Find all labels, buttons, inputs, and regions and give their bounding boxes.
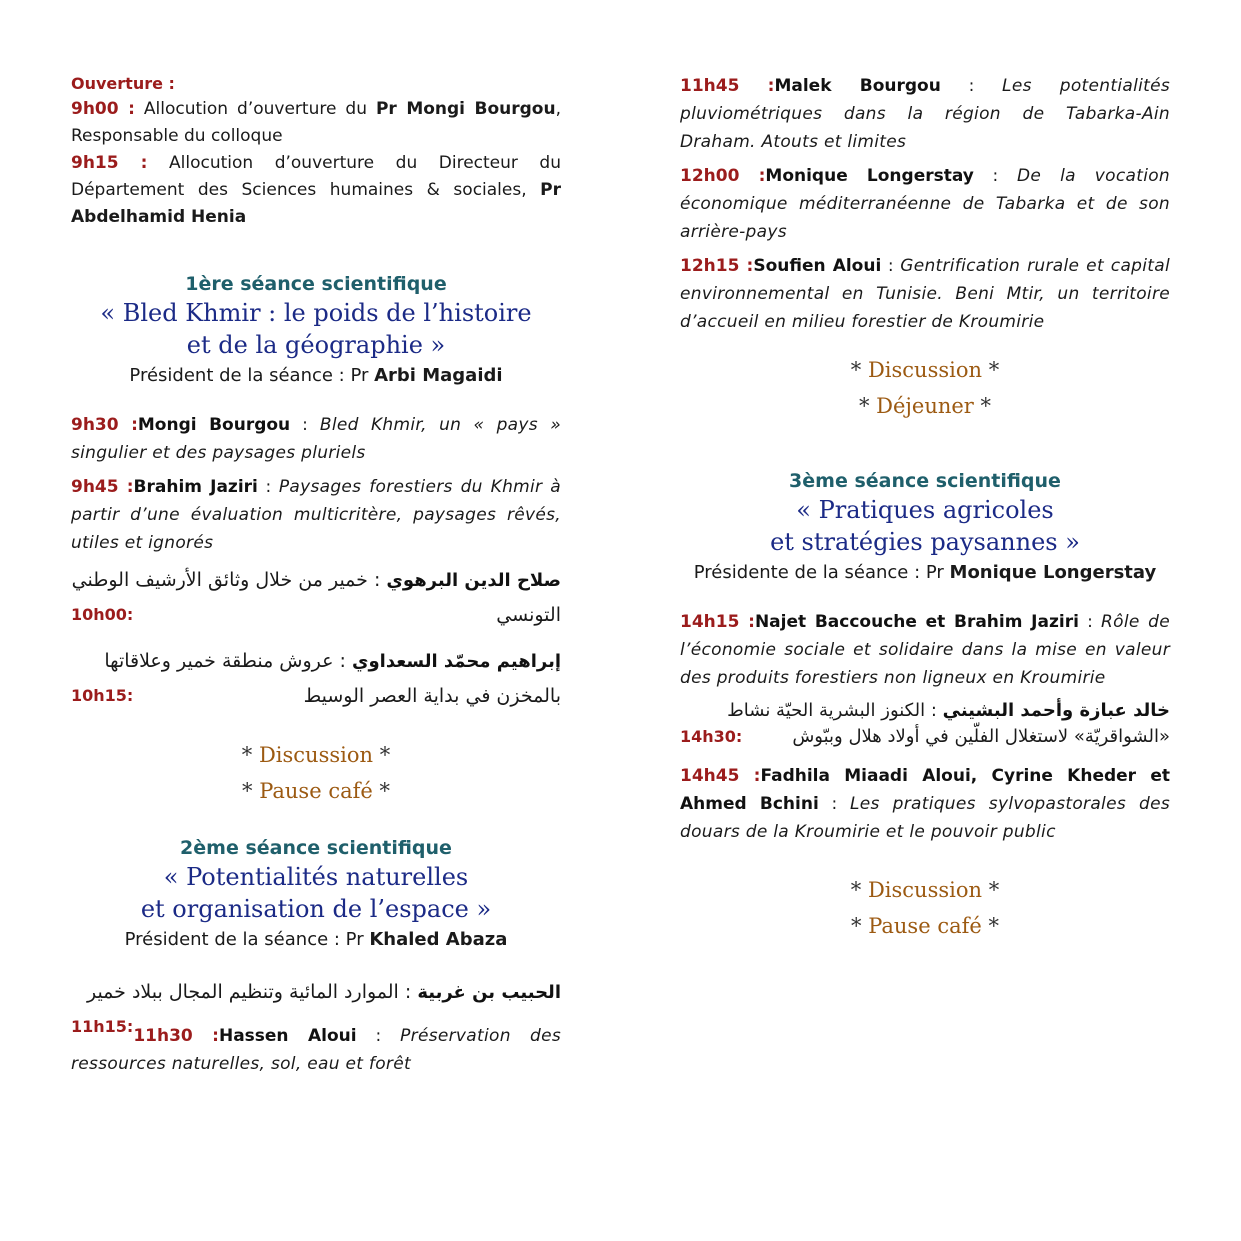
left-column — [71, 72, 561, 1084]
session-2-president — [71, 927, 561, 953]
talk-time: 10h00: — [71, 605, 134, 624]
talk-time: 11h15: — [71, 1017, 134, 1036]
session-1-number: 1ère séance scientifique — [185, 273, 447, 295]
session-3-header — [680, 468, 1170, 586]
opening-time: 9h15 : — [71, 153, 148, 173]
talk-speaker: الحبيب بن غربية — [417, 982, 561, 1003]
talk-time: 11h30 : — [133, 1026, 219, 1046]
talk-item: 12h00 :Monique Longerstay : De la vocation économique méditerranéenne de Tabarka et de son arrière-pays — [680, 166, 1170, 242]
talk-item: 9h45 :Brahim Jaziri : Paysages forestiers du Khmir à partir d’une évaluation multicritère, paysages rêvés, utiles et ignorés — [71, 477, 561, 553]
session-2-talks-left — [71, 975, 561, 1078]
opening-item — [71, 150, 561, 231]
talk-title: الكنوز البشرية الحيّة نشاط «الشواقريّة» لاستغلال الفلّين في أولاد هلال وببّوش — [727, 700, 1170, 747]
talk-item: 12h15 :Soufien Aloui : Gentrification rurale et capital environnemental en Tunisie. Beni Mtir, un territoire d’accueil en milieu forestier de Kroumirie — [680, 256, 1170, 332]
session-2-title-line1: « Potentialités naturelles — [163, 863, 469, 891]
talk-title: De la vocation économique méditerranéenne de Tabarka et de son arrière-pays — [680, 166, 1170, 242]
session-1-header — [71, 271, 561, 389]
talk-title: Préservation des ressources naturelles, sol, eau et forêt — [71, 1026, 561, 1074]
talk-speaker: إبراهيم محمّد السعداوي — [351, 651, 561, 672]
star-icon: * — [850, 358, 862, 382]
president-label: Président de la séance : Pr — [124, 929, 370, 950]
talk-time: 14h30: — [680, 727, 743, 746]
star-icon: * — [988, 358, 1000, 382]
talk-title: عروش منطقة خمير وعلاقاتها بالمخزن في بداية العصر الوسيط — [104, 650, 561, 707]
star-icon: * — [850, 878, 862, 902]
session-3-title-line2: et stratégies paysannes » — [770, 528, 1080, 556]
star-icon: * — [379, 743, 391, 767]
session-2-number: 2ème séance scientifique — [180, 837, 452, 859]
talk-time: 14h45 : — [680, 766, 761, 786]
session-1-title-line2: et de la géographie » — [186, 331, 446, 359]
talk-speaker: Hassen Aloui — [218, 1026, 357, 1046]
opening-name: Pr Mongi Bourgou — [375, 99, 556, 119]
star-icon: * — [988, 878, 1000, 902]
talk-speaker: Malek Bourgou — [774, 76, 941, 96]
session-2-header — [71, 835, 561, 953]
opening-label: Ouverture : — [71, 74, 175, 93]
star-icon: * — [980, 394, 992, 418]
talk-title: Gentrification rurale et capital environnemental en Tunisie. Beni Mtir, un territoire d’accueil en milieu forestier de Kroumirie — [680, 256, 1170, 332]
opening-item — [71, 96, 561, 150]
talk-title: Paysages forestiers du Khmir à partir d’une évaluation multicritère, paysages rêvés, utiles et ignorés — [71, 477, 561, 553]
president-name: Khaled Abaza — [369, 929, 508, 950]
session-1-talks — [71, 411, 561, 713]
session-3-number: 3ème séance scientifique — [789, 470, 1061, 492]
break-label: Discussion — [258, 743, 374, 767]
talk-item: 11h30 :Hassen Aloui : Préservation des ressources naturelles, sol, eau et forêt — [71, 1026, 561, 1074]
arabic-talk-item: الحبيب بن غربية : الموارد المائية وتنظيم المجال ببلاد خمير 11h15: — [71, 975, 561, 1010]
talk-time: 12h15 : — [680, 256, 754, 276]
star-icon: * — [988, 914, 999, 938]
talk-title: Rôle de l’économie sociale et solidaire dans la mise en valeur des produits forestiers non ligneux en Kroumirie — [680, 612, 1170, 688]
talk-speaker: Brahim Jaziri — [133, 477, 258, 497]
break-label: Déjeuner — [876, 394, 974, 418]
talk-title: Bled Khmir, un « pays » singulier et des paysages pluriels — [71, 415, 561, 463]
talk-time: 9h45 : — [71, 477, 134, 497]
opening-text: Allocution d’ouverture du — [134, 99, 376, 119]
session-3-title-line1: « Pratiques agricoles — [796, 496, 1054, 524]
star-icon: * — [851, 914, 862, 938]
talk-item: 14h45 :Fadhila Miaadi Aloui, Cyrine Kheder et Ahmed Bchini : Les pratiques sylvopastorales des douars de la Kroumirie et le pouvoir public — [680, 766, 1170, 842]
talk-item: 9h30 :Mongi Bourgou : Bled Khmir, un « pays » singulier et des paysages pluriels — [71, 415, 561, 463]
session-1-president — [71, 363, 561, 389]
talk-speaker: Monique Longerstay — [765, 166, 974, 186]
opening-name: Pr Abdelhamid Henia — [71, 180, 561, 227]
talk-speaker: خالد عبازة وأحمد البشيني — [942, 700, 1170, 721]
talk-time: 9h30 : — [71, 415, 138, 435]
talk-speaker: Fadhila Miaadi Aloui, Cyrine Kheder et Ahmed Bchini — [680, 766, 1170, 814]
session-1-title-line1: « Bled Khmir : le poids de l’histoire — [100, 299, 532, 327]
break-label: Discussion — [867, 878, 983, 902]
president-name: Arbi Magaidi — [374, 365, 503, 386]
session-3-breaks — [680, 872, 1170, 944]
break-item — [71, 737, 561, 773]
star-icon: * — [241, 743, 253, 767]
president-label: Présidente de la séance : Pr — [693, 562, 950, 583]
break-label: Pause café — [259, 779, 373, 803]
arabic-talk-item: صلاح الدين البرهوي : خمير من خلال وثائق الأرشيف الوطني التونسي 10h00: — [71, 563, 561, 632]
talk-speaker: صلاح الدين البرهوي — [386, 570, 561, 591]
talk-time: 10h15: — [71, 686, 134, 705]
arabic-talk-item: إبراهيم محمّد السعداوي : عروش منطقة خمير وعلاقاتها بالمخزن في بداية العصر الوسيط 10h15: — [71, 644, 561, 713]
right-column — [680, 72, 1170, 944]
opening-text: Allocution d’ouverture du Directeur du Département des Sciences humaines & sociales, — [71, 153, 561, 200]
talk-speaker: Mongi Bourgou — [137, 415, 291, 435]
talk-item: 14h15 :Najet Baccouche et Brahim Jaziri : Rôle de l’économie sociale et solidaire dans la mise en valeur des produits forestiers non ligneux en Kroumirie — [680, 612, 1170, 688]
session-2-title-line2: et organisation de l’espace » — [140, 895, 492, 923]
break-label: Pause café — [868, 914, 982, 938]
talk-title: خمير من خلال وثائق الأرشيف الوطني التونسي — [71, 569, 561, 626]
talk-time: 12h00 : — [680, 166, 766, 186]
break-label: Discussion — [867, 358, 983, 382]
talk-speaker: Soufien Aloui — [753, 256, 882, 276]
talk-title: Les potentialités pluviométriques dans la région de Tabarka-Ain Draham. Atouts et limites — [680, 76, 1170, 152]
break-item — [680, 872, 1170, 908]
session-3-president — [680, 560, 1170, 586]
talk-time: 14h15 : — [680, 612, 755, 632]
star-icon: * — [242, 779, 253, 803]
talk-title: Les pratiques sylvopastorales des douars de la Kroumirie et le pouvoir public — [680, 794, 1170, 842]
opening-text: , Responsable du colloque — [71, 99, 561, 146]
break-item — [680, 352, 1170, 388]
break-item — [71, 773, 561, 809]
break-item — [680, 388, 1170, 424]
break-item — [680, 908, 1170, 944]
session-1-breaks — [71, 737, 561, 809]
arabic-talk-item: خالد عبازة وأحمد البشيني : الكنوز البشرية الحيّة نشاط «الشواقريّة» لاستغلال الفلّين في أولاد هلال وببّوش 14h30: — [680, 698, 1170, 750]
star-icon: * — [858, 394, 870, 418]
talk-title: الموارد المائية وتنظيم المجال ببلاد خمير — [86, 981, 399, 1003]
session-3-talks — [680, 608, 1170, 846]
president-name: Monique Longerstay — [949, 562, 1157, 583]
president-label: Président de la séance : Pr — [129, 365, 375, 386]
session-2-breaks — [680, 352, 1170, 424]
talk-item: 11h45 :Malek Bourgou : Les potentialités pluviométriques dans la région de Tabarka-Ain Draham. Atouts et limites — [680, 76, 1170, 152]
talk-speaker: Najet Baccouche et Brahim Jaziri — [754, 612, 1079, 632]
star-icon: * — [379, 779, 390, 803]
opening-time: 9h00 : — [71, 99, 135, 119]
talk-time: 11h45 : — [680, 76, 775, 96]
